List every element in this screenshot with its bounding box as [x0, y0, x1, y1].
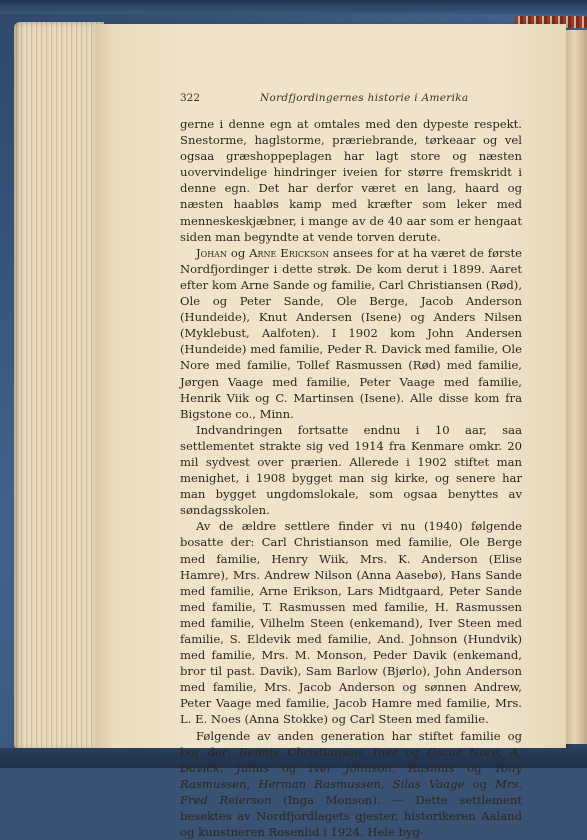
- paragraph: [180, 116, 522, 245]
- paragraph: [180, 245, 522, 422]
- paragraph: [180, 422, 522, 519]
- text-run: og: [397, 744, 428, 759]
- paragraph: [180, 518, 522, 727]
- text-run: gerne i denne egn at omtales med den dypeste respekt. Snestorme, haglstorme, præriebrande, tørkeaar og vel ogsaa græshoppeplagen har lagt store og næsten uovervindelige hindringer iveien for større fremskridt i denne egn. Det har derfor været en lang, haard og næsten haabløs kamp med kræfter som leker med menneskeskjæbner, i mange av de 40 aar som er hengaat siden man begyndte at vende torven derute.: [180, 117, 522, 244]
- italic-name: Oscar Nore: [427, 744, 499, 759]
- running-title: Nordfjordingernes historie i Amerika: [260, 92, 469, 104]
- text-run: ,: [498, 744, 510, 759]
- italic-name: Tony Rasmussen: [180, 760, 523, 791]
- text-run: og: [226, 245, 250, 260]
- page-edges-stack: [14, 22, 104, 750]
- text-run: Av de ældre settlere finder vi nu (1940) følgende bosatte der: Carl Christianson med familie, Ole Berge med familie, Henry Wiik, Mrs. K. Anderson (Elise Hamre), Mrs. Andrew Nilson (Anna Aasebø), Hans Sande med familie, Arne Erikson, Lars Midtgaard, Peter Sande med familie, T. Rasmussen med familie, H. Rasmussen med familie, Vilhelm Steen (enkemand), Iver Steen med familie, S. Eldevik med familie, And. Johnson (Hundvik) med familie, Mrs. M. Monson, Peder Davik (enkemand, bror til past. Davik), Sam Barlow (Bjørlo), John Anderson med familie, Mrs. Jacob Anderson og sønnen Andrew, Peter Vaage med familie, Jacob Hamre med familie, Mrs. L. E. Noes (Anna Stokke) og Carl Steen med familie.: [180, 519, 522, 727]
- italic-name: A. Davick: [180, 744, 522, 775]
- page-number: 322: [180, 92, 201, 104]
- italic-name: Julius: [236, 760, 270, 775]
- text-run: (Inga Monson). — Dette settlement besøktes av Nordfjordlagets gjester, historikeren Aaland og kunstneren Rosenlid i 1924. Hele byg-: [180, 792, 522, 840]
- italic-name: Silas Vaage: [392, 776, 465, 791]
- text-run: ,: [219, 760, 237, 775]
- text-run: Indvandringen fortsatte endnu i 10 aar, saa settlementet strakte sig ved 1914 fra Kenmare omkr. 20 mil sydvest over prærien. Allerede i 1902 stiftet man menighet, i 1908 bygget man sig kirke, og senere har man bygget ungdomslokale, som ogsaa benyttes av søndagsskolen.: [180, 422, 522, 518]
- italic-name: Herman Rasmussen: [258, 776, 381, 791]
- text-run: ,: [380, 776, 393, 791]
- facing-page-edge: [566, 30, 587, 744]
- paragraph: [180, 728, 522, 840]
- text-run: og: [464, 776, 495, 791]
- text-run: ,: [391, 760, 409, 775]
- page-header: [180, 92, 516, 108]
- text-run: ,: [246, 776, 259, 791]
- italic-name: Bennie Christianson: [238, 744, 362, 759]
- italic-name: Rasmus: [408, 760, 455, 775]
- text-run: Følgende av anden generation har stiftet familie og bor der:: [180, 728, 522, 759]
- italic-name: Iner: [373, 744, 398, 759]
- text-run: ,: [361, 744, 374, 759]
- italic-name: Mrs. Fred Reierson: [180, 776, 523, 807]
- body-text: [180, 116, 522, 840]
- text-run: og: [269, 760, 309, 775]
- small-caps-name: Johan: [196, 245, 227, 260]
- small-caps-name: Arne Erickson: [249, 245, 330, 260]
- italic-name: Iver Johnson: [308, 760, 392, 775]
- text-run: ansees for at ha været de første Nordfjordinger i dette strøk. De kom derut i 1899. Aaret efter kom Arne Sande og familie, Carl Christiansen (Rød), Ole og Peter Sande, Ole Berge, Jacob Anderson (Hundeide), Knut Andersen (Isene) og Anders Nilsen (Myklebust, Aalfoten). I 1902 kom John Andersen (Hundeide) med familie, Peder R. Davick med familie, Ole Nore med familie, Tollef Rasmussen (Rød) med familie, Jørgen Vaage med familie, Peter Vaage med familie, Henrik Viik og C. Martinsen (Isene). Alle disse kom fra Bigstone co., Minn.: [180, 245, 522, 421]
- text-run: og: [454, 760, 495, 775]
- cover-top-edge: [0, 0, 587, 14]
